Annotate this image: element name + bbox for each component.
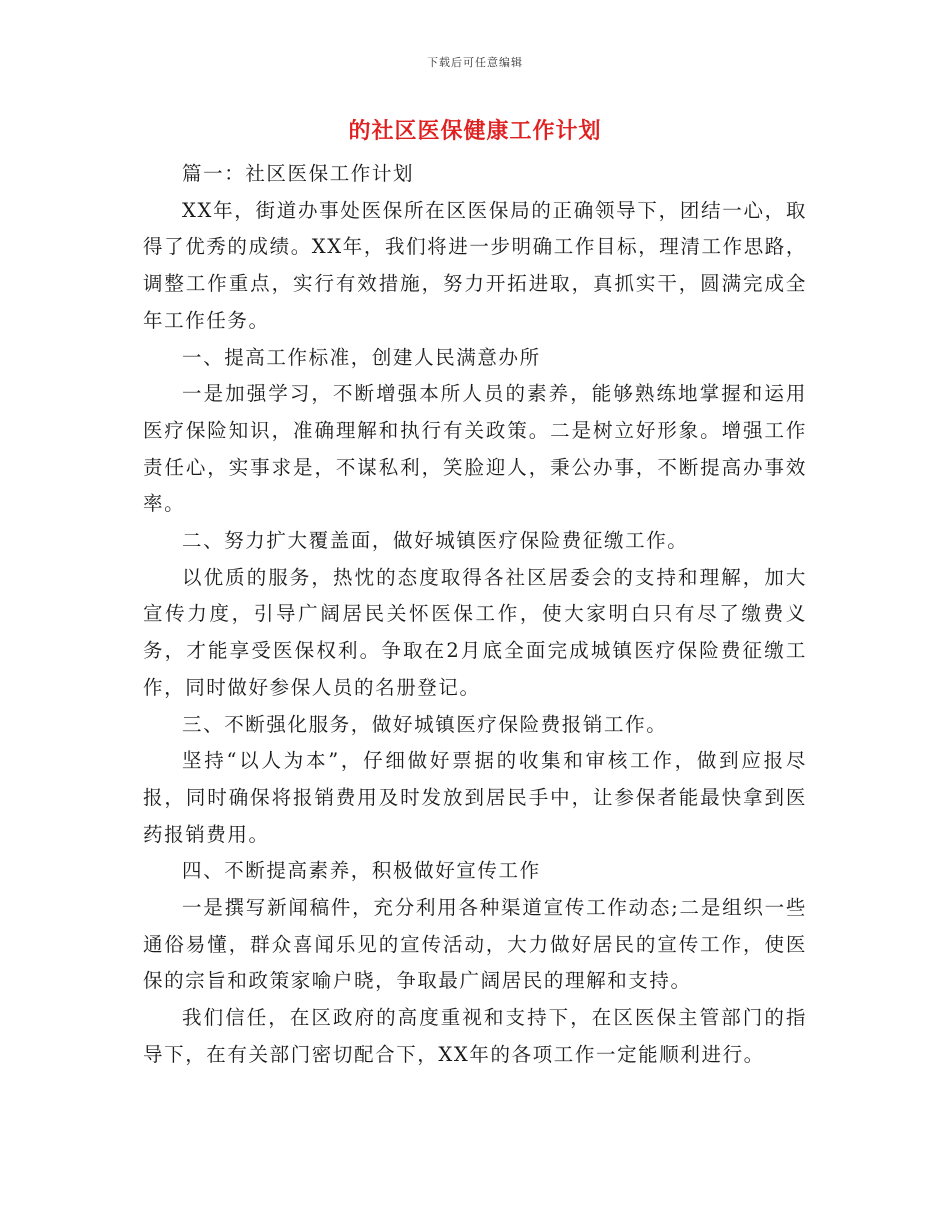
section-heading-two: 二、努力扩大覆盖面，做好城镇医疗保险费征缴工作。 — [182, 529, 689, 553]
paragraph-conclusion: 我们信任，在区政府的高度重视和支持下，在区医保主管部门的指导下，在有关部门密切配合下，XX年的各项工作一定能顺利进行。 — [143, 1006, 807, 1066]
paragraph-section-four: 一是撰写新闻稿件，充分利用各种渠道宣传工作动态;二是组织一些通俗易懂，群众喜闻乐见的宣传活动，大力做好居民的宣传工作，使医保的宗旨和政策家喻户晓，争取最广阔居民的理解和支持。 — [143, 896, 807, 993]
paragraph-intro: XX年，街道办事处医保所在区医保局的正确领导下，团结一心，取得了优秀的成绩。XX年，我们将进一步明确工作目标，理清工作思路，调整工作重点，实行有效措施，努力开拓进取，真抓实干，圆满完成全年工作任务。 — [143, 198, 807, 332]
paragraph-section-three: 坚持“以人为本”，仔细做好票据的收集和审核工作，做到应报尽报，同时确保将报销费用及时发放到居民手中，让参保者能最快拿到医药报销费用。 — [143, 749, 807, 846]
paragraph-section-one: 一是加强学习，不断增强本所人员的素养，能够熟练地掌握和运用医疗保险知识，准确理解和执行有关政策。二是树立好形象。增强工作责任心，实事求是，不谋私利，笑脸迎人，秉公办事，不断提高办事效率。 — [143, 382, 807, 516]
document-title: 的社区医保健康工作计划 — [348, 118, 602, 144]
section-heading-chapter-one: 篇一：社区医保工作计划 — [182, 162, 415, 185]
header-note: 下载后可任意编辑 — [427, 56, 523, 69]
section-heading-four: 四、不断提高素养，积极做好宣传工作 — [182, 859, 541, 883]
document-body — [143, 156, 807, 1074]
section-heading-one: 一、提高工作标准，创建人民满意办所 — [182, 345, 541, 369]
paragraph-section-two: 以优质的服务，热忱的态度取得各社区居委会的支持和理解，加大宣传力度，引导广阔居民关怀医保工作，使大家明白只有尽了缴费义务，才能享受医保权利。争取在2月底全面完成城镇医疗保险费征缴工作，同时做好参保人员的名册登记。 — [143, 565, 807, 699]
section-heading-three: 三、不断强化服务，做好城镇医疗保险费报销工作。 — [182, 712, 668, 736]
